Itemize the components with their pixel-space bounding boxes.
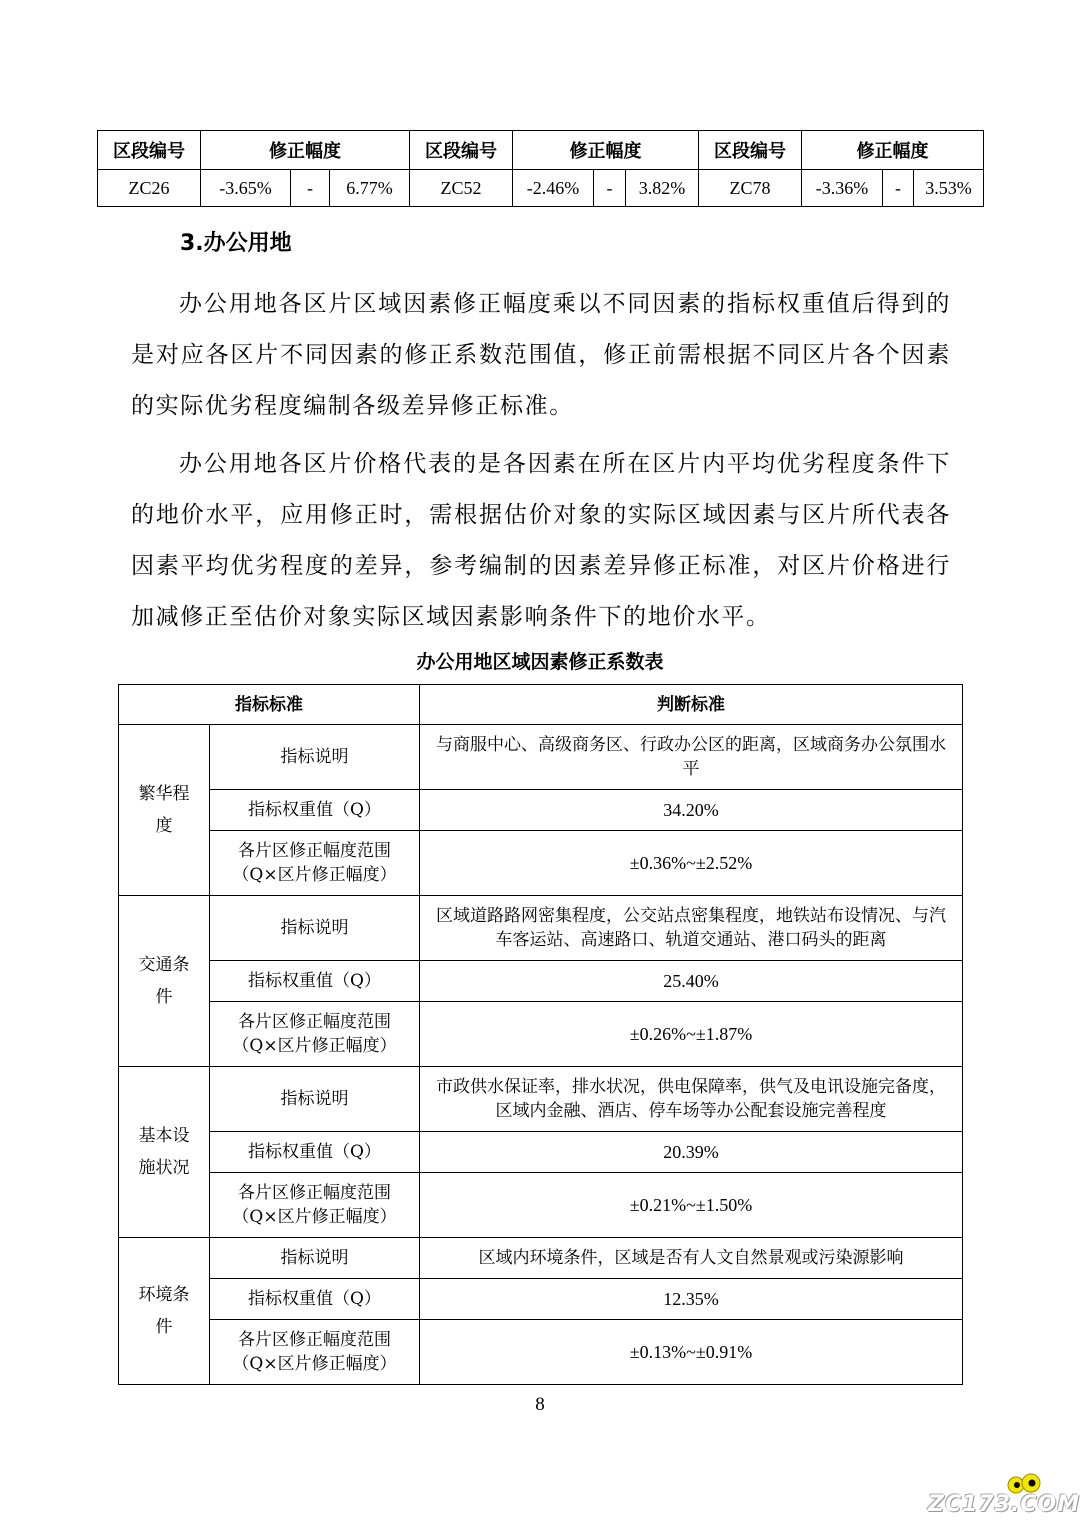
site-watermark [924, 1474, 1080, 1520]
header-cell: 修正幅度 [201, 131, 410, 170]
range-low: -3.65% [201, 170, 291, 207]
watermark-text: ZC173.COM [928, 1492, 1080, 1517]
description-cell: 与商服中心、高级商务区、行政办公区的距离，区域商务办公氛围水平 [420, 725, 963, 790]
page-number: 8 [535, 1394, 545, 1415]
table-caption: 办公用地区域因素修正系数表 [416, 651, 664, 673]
range-cell: ±0.21%~±1.50% [420, 1173, 963, 1238]
row-label: 指标说明 [210, 1238, 420, 1279]
section-code: ZC52 [410, 170, 513, 207]
header-cell: 判断标准 [420, 685, 963, 725]
factor-table [118, 684, 963, 1385]
table-row [119, 896, 963, 961]
row-label: 指标权重值（Q） [210, 790, 420, 831]
body-paragraph: 办公用地各区片价格代表的是各因素在所在区片内平均优劣程度条件下的地价水平，应用修正时，需根据估价对象的实际区域因素与区片所代表各因素平均优劣程度的差异，参考编制的因素差异修正标准，对区片价格进行加减修正至估价对象实际区域因素影响条件下的地价水平。 [131, 451, 951, 630]
range-cell: ±0.26%~±1.87% [420, 1002, 963, 1067]
table-row [119, 1320, 963, 1385]
row-label: 指标说明 [210, 1067, 420, 1132]
table-row [119, 1067, 963, 1132]
section-code: ZC26 [98, 170, 201, 207]
header-cell: 区段编号 [699, 131, 802, 170]
table-row [119, 1238, 963, 1279]
range-high: 3.82% [626, 170, 699, 207]
description-cell: 区域内环境条件，区域是否有人文自然景观或污染源影响 [420, 1238, 963, 1279]
row-label: 各片区修正幅度范围（Q×区片修正幅度） [210, 1320, 420, 1385]
row-label: 指标权重值（Q） [210, 961, 420, 1002]
body-paragraph: 办公用地各区片区域因素修正幅度乘以不同因素的指标权重值后得到的是对应各区片不同因素的修正系数范围值，修正前需根据不同区片各个因素的实际优劣程度编制各级差异修正标准。 [131, 291, 951, 419]
table-row [119, 1002, 963, 1067]
table-row [119, 1132, 963, 1173]
range-separator: - [883, 170, 914, 207]
weight-cell: 12.35% [420, 1279, 963, 1320]
header-cell: 修正幅度 [513, 131, 699, 170]
table-row [119, 725, 963, 790]
row-label: 指标权重值（Q） [210, 1132, 420, 1173]
range-cell: ±0.13%~±0.91% [420, 1320, 963, 1385]
table-row [119, 961, 963, 1002]
header-cell: 指标标准 [119, 685, 420, 725]
header-cell: 区段编号 [98, 131, 201, 170]
table-header-row [98, 131, 984, 170]
row-label: 各片区修正幅度范围（Q×区片修正幅度） [210, 831, 420, 896]
table-row [119, 790, 963, 831]
description-cell: 市政供水保证率，排水状况，供电保障率，供气及电讯设施完备度，区域内金融、酒店、停车场等办公配套设施完善程度 [420, 1067, 963, 1132]
weight-cell: 34.20% [420, 790, 963, 831]
category-cell: 交通条件 [119, 896, 210, 1067]
range-separator: - [594, 170, 626, 207]
table-row [98, 170, 984, 207]
description-cell: 区域道路路网密集程度，公交站点密集程度，地铁站布设情况、与汽车客运站、高速路口、轨道交通站、港口码头的距离 [420, 896, 963, 961]
header-cell: 修正幅度 [802, 131, 984, 170]
row-label: 指标权重值（Q） [210, 1279, 420, 1320]
category-cell: 繁华程度 [119, 725, 210, 896]
section-title: 3.办公用地 [180, 231, 292, 256]
table-row [119, 831, 963, 896]
header-cell: 区段编号 [410, 131, 513, 170]
range-high: 6.77% [330, 170, 410, 207]
correction-range-table [97, 130, 984, 207]
row-label: 各片区修正幅度范围（Q×区片修正幅度） [210, 1002, 420, 1067]
range-low: -3.36% [802, 170, 883, 207]
table-row [119, 1173, 963, 1238]
range-separator: - [291, 170, 330, 207]
weight-cell: 25.40% [420, 961, 963, 1002]
row-label: 指标说明 [210, 725, 420, 790]
row-label: 各片区修正幅度范围（Q×区片修正幅度） [210, 1173, 420, 1238]
range-low: -2.46% [513, 170, 594, 207]
row-label: 指标说明 [210, 896, 420, 961]
section-code: ZC78 [699, 170, 802, 207]
weight-cell: 20.39% [420, 1132, 963, 1173]
table-row [119, 1279, 963, 1320]
category-cell: 基本设施状况 [119, 1067, 210, 1238]
range-cell: ±0.36%~±2.52% [420, 831, 963, 896]
category-cell: 环境条件 [119, 1238, 210, 1385]
table-header-row [119, 685, 963, 725]
range-high: 3.53% [914, 170, 984, 207]
